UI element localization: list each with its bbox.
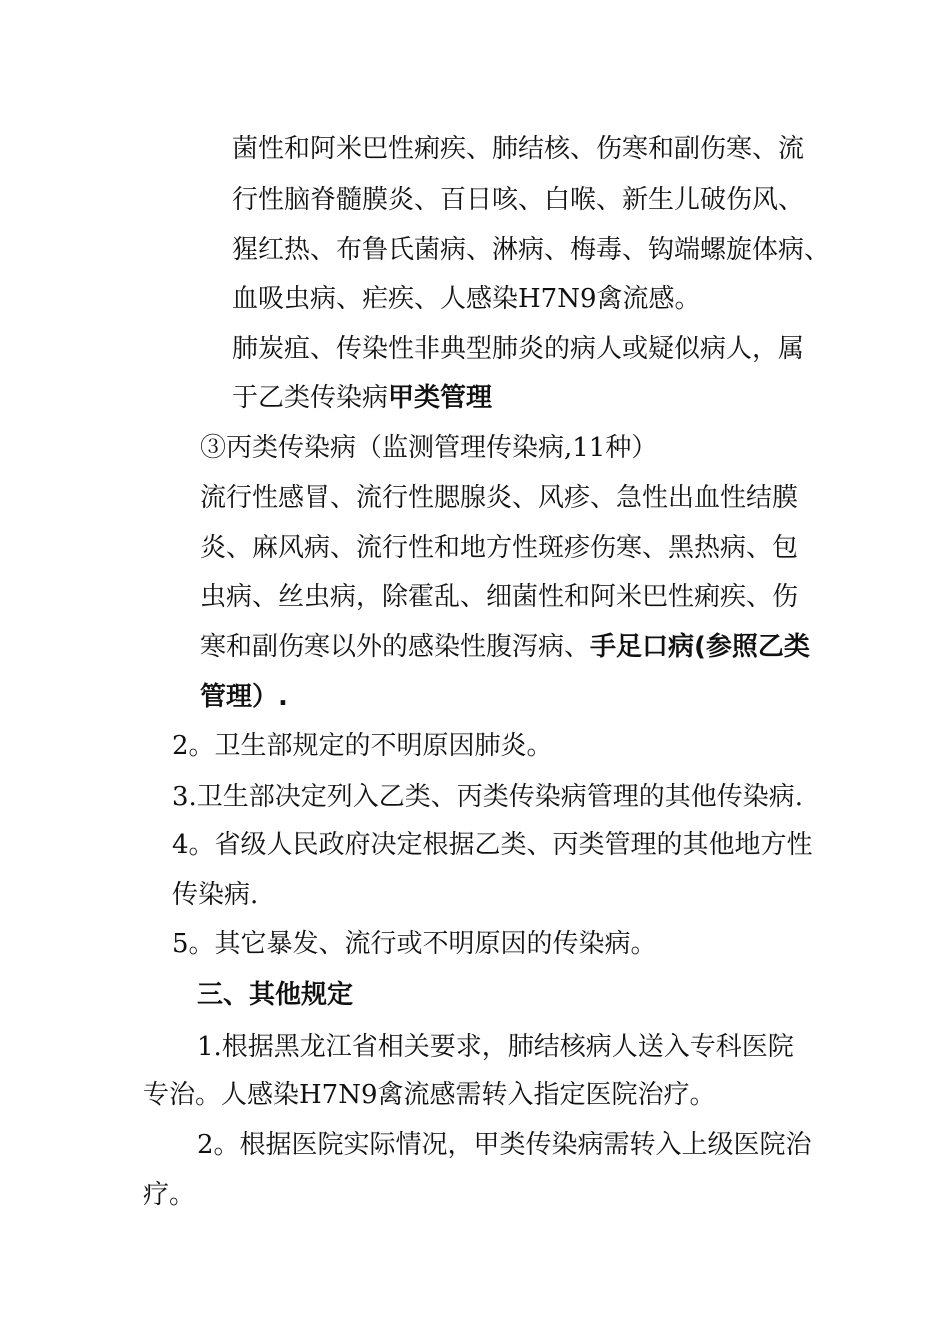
text-line [232, 373, 492, 423]
list-item: 4。省级人民政府决定根据乙类、丙类管理的其他地方性 [172, 830, 813, 860]
text-line: 猩红热、布鲁氏菌病、淋病、梅毒、钩端螺旋体病、 [232, 235, 831, 265]
text-line: 行性脑脊髓膜炎、百日咳、白喉、新生儿破伤风、 [232, 185, 805, 215]
text-span: 于乙类传染病 [232, 383, 389, 413]
list-item: 5。其它暴发、流行或不明原因的传染病。 [172, 929, 657, 959]
list-item: 传染病. [172, 880, 259, 910]
bold-emphasis: 甲类管理 [388, 383, 493, 413]
text-line: 菌性和阿米巴性痢疾、肺结核、伤寒和副伤寒、流 [232, 134, 805, 164]
list-item: 3.卫生部决定列入乙类、丙类传染病管理的其他传染病. [172, 782, 804, 812]
text-line: 流行性感冒、流行性腮腺炎、风疹、急性出血性结膜 [200, 483, 799, 513]
section-heading: 三、其他规定 [197, 980, 354, 1010]
paragraph-line: 专治。人感染H7N9禽流感需转入指定医院治疗。 [143, 1080, 716, 1110]
paragraph-line: 2。根据医院实际情况，甲类传染病需转入上级医院治 [197, 1130, 812, 1160]
bold-emphasis: 手足口病(参照乙类 [590, 632, 810, 662]
text-span: 寒和副伤寒以外的感染性腹泻病、 [200, 632, 591, 662]
paragraph-line: 1.根据黑龙江省相关要求，肺结核病人送入专科医院 [197, 1032, 794, 1062]
text-line: 肺炭疽、传染性非典型肺炎的病人或疑似病人，属 [232, 334, 805, 364]
text-line: 血吸虫病、疟疾、人感染H7N9禽流感。 [232, 284, 701, 314]
text-line: 炎、麻风病、流行性和地方性斑疹伤寒、黑热病、包 [200, 533, 799, 563]
list-item: 2。卫生部规定的不明原因肺炎。 [172, 731, 553, 761]
paragraph-line: 疗。 [143, 1180, 196, 1210]
text-line: 虫病、丝虫病，除霍乱、细菌性和阿米巴性痢疾、伤 [200, 582, 799, 612]
bold-emphasis: 管理）. [200, 682, 288, 712]
text-line [200, 622, 810, 672]
class-c-heading: ③丙类传染病（监测管理传染病,11种） [200, 433, 658, 463]
